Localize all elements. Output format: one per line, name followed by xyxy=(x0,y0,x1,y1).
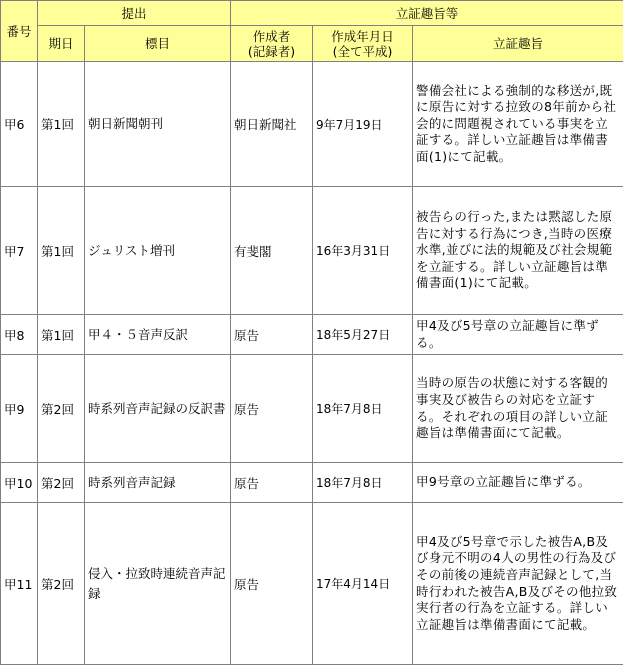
cell-purpose: 甲9号章の立証趣旨に準ずる。 xyxy=(413,463,623,503)
table-row xyxy=(1,463,623,503)
header-purpose: 立証趣旨 xyxy=(413,26,623,62)
header-author xyxy=(231,26,313,62)
cell-author: 有斐閣 xyxy=(231,187,313,315)
cell-session: 第1回 xyxy=(38,62,85,187)
cell-session: 第2回 xyxy=(38,463,85,503)
cell-author: 原告 xyxy=(231,463,313,503)
cell-session: 第1回 xyxy=(38,187,85,315)
cell-author: 原告 xyxy=(231,503,313,665)
cell-purpose: 当時の原告の状態に対する客観的事実及び被告らの対応を立証する。それぞれの項目の詳しい立証趣旨は準備書面にて記載。 xyxy=(413,355,623,463)
cell-number: 甲7 xyxy=(1,187,38,315)
table-row xyxy=(1,355,623,463)
cell-number: 甲8 xyxy=(1,315,38,355)
table-body xyxy=(1,62,623,665)
cell-author: 原告 xyxy=(231,315,313,355)
cell-purpose: 被告らの行った,または黙認した原告に対する行為につき,当時の医療水準,並びに法的規範及び社会規範を立証する。詳しい立証趣旨は準備書面(1)にて記載。 xyxy=(413,187,623,315)
header-number: 番号 xyxy=(1,1,38,62)
cell-title: ジュリスト増刊 xyxy=(85,187,231,315)
cell-session: 第2回 xyxy=(38,503,85,665)
cell-date: 18年5月27日 xyxy=(313,315,413,355)
cell-purpose: 甲4及び5号章で示した被告A,B及び身元不明の4人の男性の行為及びその前後の連続音声記録として,当時行われた被告A,B及びその他拉致実行者の行為を立証する。詳しい立証趣旨は準備書面にて記載。 xyxy=(413,503,623,665)
table-header xyxy=(1,1,623,62)
cell-date: 18年7月8日 xyxy=(313,355,413,463)
header-title: 標目 xyxy=(85,26,231,62)
header-session: 期日 xyxy=(38,26,85,62)
cell-purpose: 甲4及び5号章の立証趣旨に準ずる。 xyxy=(413,315,623,355)
header-submission: 提出 xyxy=(38,1,231,26)
cell-date: 9年7月19日 xyxy=(313,62,413,187)
cell-title: 時系列音声記録 xyxy=(85,463,231,503)
cell-date: 18年7月8日 xyxy=(313,463,413,503)
cell-number: 甲10 xyxy=(1,463,38,503)
header-date-line2: (全て平成) xyxy=(316,44,409,59)
table-row xyxy=(1,187,623,315)
cell-author: 原告 xyxy=(231,355,313,463)
table-row xyxy=(1,315,623,355)
header-author-line2: (記録者) xyxy=(234,44,309,59)
cell-session: 第1回 xyxy=(38,315,85,355)
cell-session: 第2回 xyxy=(38,355,85,463)
cell-date: 17年4月14日 xyxy=(313,503,413,665)
cell-date: 16年3月31日 xyxy=(313,187,413,315)
header-date xyxy=(313,26,413,62)
cell-number: 甲9 xyxy=(1,355,38,463)
cell-author: 朝日新聞社 xyxy=(231,62,313,187)
cell-title: 侵入・拉致時連続音声記録 xyxy=(85,503,231,665)
cell-purpose: 警備会社による強制的な移送が,既に原告に対する拉致の8年前から社会的に問題視されている事実を立証する。詳しい立証趣旨は準備書面(1)にて記載。 xyxy=(413,62,623,187)
header-date-line1: 作成年月日 xyxy=(316,29,409,44)
cell-number: 甲11 xyxy=(1,503,38,665)
cell-title: 甲４・５音声反訳 xyxy=(85,315,231,355)
cell-title: 時系列音声記録の反訳書 xyxy=(85,355,231,463)
cell-number: 甲6 xyxy=(1,62,38,187)
header-author-line1: 作成者 xyxy=(234,29,309,44)
table-row xyxy=(1,503,623,665)
header-purpose-group: 立証趣旨等 xyxy=(231,1,623,26)
table-row xyxy=(1,62,623,187)
cell-title: 朝日新聞朝刊 xyxy=(85,62,231,187)
